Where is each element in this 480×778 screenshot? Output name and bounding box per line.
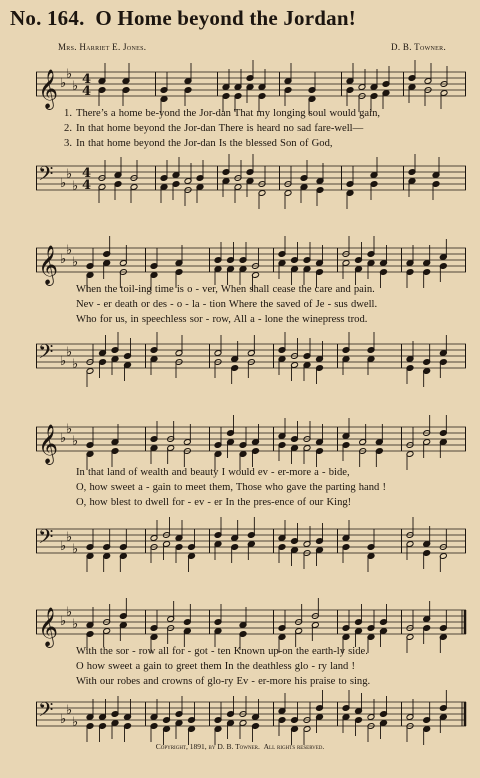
svg-text:♭: ♭: [66, 67, 73, 82]
svg-text:♭: ♭: [72, 179, 79, 194]
lyric-text: O, how sweet a - gain to meet them, Those who gave the parting hand !: [76, 482, 387, 493]
bass-staff: [36, 336, 466, 376]
treble-staff: [36, 602, 466, 647]
svg-text:♭: ♭: [60, 614, 67, 629]
svg-text:♭: ♭: [72, 617, 79, 632]
lyric-text: With our robes and crowns of glo-ry Ev - er-more his praise to sing.: [76, 676, 371, 687]
svg-text:4: 4: [82, 177, 92, 193]
copyright-prefix: Copyright, 1891, by: [155, 742, 216, 751]
verse-line-2: [52, 661, 466, 672]
svg-text:♭: ♭: [72, 542, 79, 557]
svg-text:♭: ♭: [60, 354, 67, 369]
bass-staff: [36, 158, 466, 198]
lyricist-credit: Mrs. Harriet E. Jones.: [58, 42, 147, 52]
svg-text:𝄢: 𝄢: [38, 698, 54, 726]
verse-line-1: [52, 646, 466, 657]
verse-number: 2.: [64, 123, 72, 134]
svg-text:♭: ♭: [66, 422, 73, 437]
hymn-title-line: [10, 6, 356, 31]
svg-text:♭: ♭: [66, 703, 73, 718]
treble-staff: [36, 64, 466, 109]
lyric-text: In that home beyond the Jor-dan There is heard no sad fare-well—: [76, 123, 364, 134]
svg-text:♭: ♭: [66, 167, 73, 182]
hymn-number: No. 164.: [10, 6, 85, 30]
music-system-4: [36, 596, 466, 736]
svg-text:𝄞: 𝄞: [38, 424, 59, 464]
svg-text:♭: ♭: [60, 176, 67, 191]
bass-staff: [36, 694, 466, 734]
verse-line-2: [52, 482, 466, 493]
music-system-3: [36, 415, 466, 555]
svg-text:♭: ♭: [66, 345, 73, 360]
svg-text:𝄢: 𝄢: [38, 525, 54, 553]
lyric-text: In that land of wealth and beauty I would ev - er-more a - bide,: [76, 467, 350, 478]
music-system-2: [36, 234, 466, 374]
svg-text:♭: ♭: [60, 252, 67, 267]
svg-text:4: 4: [82, 83, 92, 99]
lyric-text: Who for us, in speechless sor - row, All a - lone the winepress trod.: [76, 314, 368, 325]
verse-line-1: [52, 108, 466, 119]
lyric-text: O how sweet a gain to greet them In the deathless glo - ry land !: [76, 661, 356, 672]
svg-text:𝄢: 𝄢: [38, 340, 54, 368]
bass-staff: [36, 521, 466, 561]
verse-number: 1.: [64, 108, 72, 119]
svg-text:♭: ♭: [72, 434, 79, 449]
lyric-text: When the toil-ing time is o - ver, When shall cease the care and pain.: [76, 284, 375, 295]
copyright-notice: [0, 742, 480, 751]
svg-text:♭: ♭: [66, 530, 73, 545]
lyric-text: In that home beyond the Jor-dan Is the blessed Son of God,: [76, 138, 333, 149]
svg-text:𝄢: 𝄢: [38, 162, 54, 190]
verse-line-3: [52, 314, 466, 325]
music-system-1: [36, 58, 466, 198]
svg-text:♭: ♭: [60, 712, 67, 727]
svg-text:♭: ♭: [60, 431, 67, 446]
verse-line-3: [52, 138, 466, 149]
treble-staff: [36, 419, 466, 464]
svg-text:♭: ♭: [60, 539, 67, 554]
svg-text:♭: ♭: [60, 76, 67, 91]
lyric-text: O, how blest to dwell for - ev - er In the pres-ence of our King!: [76, 497, 352, 508]
verse-line-1: [52, 467, 466, 478]
lyric-text: There’s a home be-yond the Jor-dan That my longing soul would gain,: [76, 108, 381, 119]
verse-line-3: [52, 497, 466, 508]
copyright-suffix: All rights reserved.: [263, 742, 325, 751]
composer-credit: D. B. Towner.: [391, 42, 446, 52]
verse-line-1: [52, 284, 466, 295]
svg-text:♭: ♭: [66, 605, 73, 620]
svg-text:♭: ♭: [72, 255, 79, 270]
treble-staff: [36, 240, 466, 285]
svg-text:𝄞: 𝄞: [38, 69, 59, 109]
svg-text:♭: ♭: [72, 357, 79, 372]
lyric-text: With the sor - row all for - got - ten Known up-on the earth-ly side.: [76, 646, 368, 657]
hymn-title: O Home beyond the Jordan!: [95, 6, 356, 30]
copyright-owner: D. B. Towner.: [217, 742, 260, 751]
svg-text:𝄞: 𝄞: [38, 607, 59, 647]
svg-text:4: 4: [82, 71, 92, 87]
verse-line-3: [52, 676, 466, 687]
svg-text:♭: ♭: [72, 715, 79, 730]
svg-text:4: 4: [82, 165, 92, 181]
svg-text:♭: ♭: [72, 79, 79, 94]
svg-text:𝄞: 𝄞: [38, 245, 59, 285]
verse-line-2: [52, 123, 466, 134]
verse-line-2: [52, 299, 466, 310]
verse-number: 3.: [64, 138, 72, 149]
svg-text:♭: ♭: [66, 243, 73, 258]
lyric-text: Nev - er death or des - o - la - tion Where the saved of Je - sus dwell.: [76, 299, 378, 310]
